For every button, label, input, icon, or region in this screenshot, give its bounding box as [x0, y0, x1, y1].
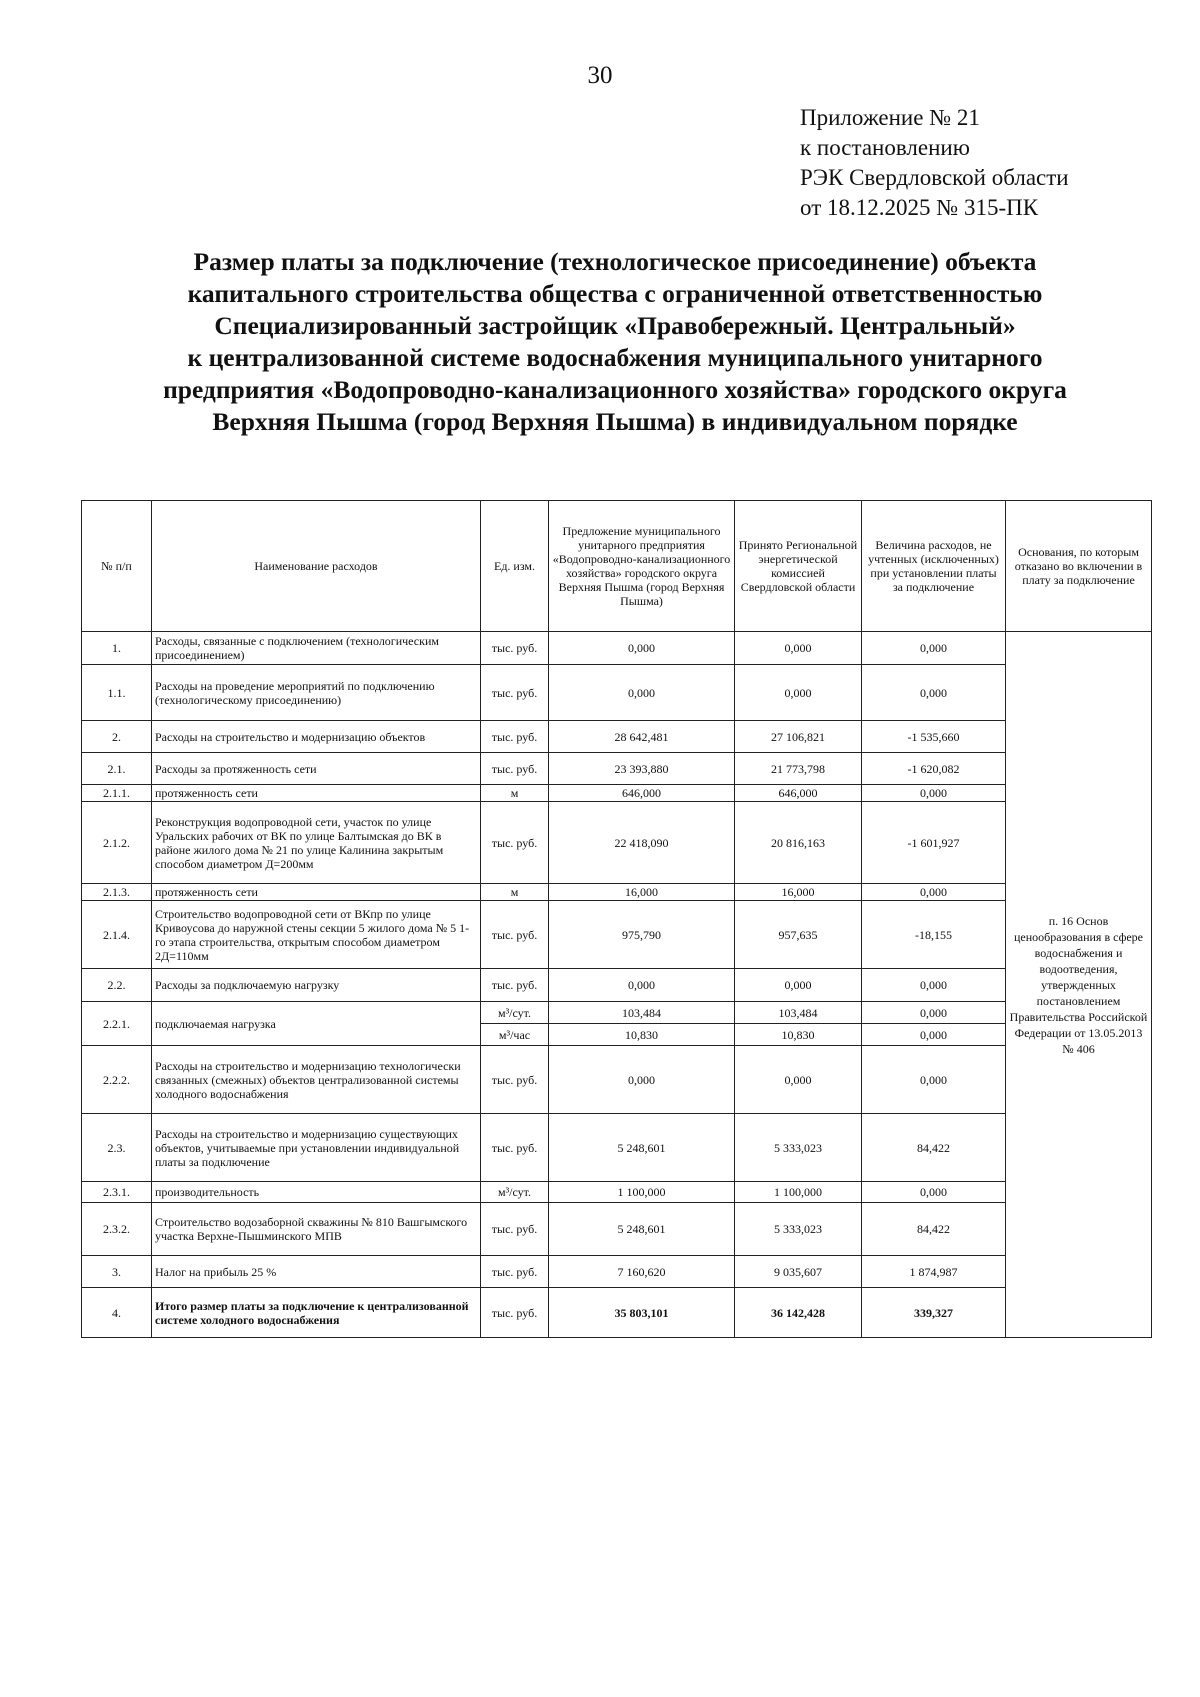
cell-num: 2.1.4.: [82, 901, 152, 969]
title-line: капитального строительства общества с ограниченной ответственностью: [187, 279, 1043, 308]
header-excluded: Величина расходов, не учтенных (исключенных) при установлении платы за подключение: [862, 501, 1006, 632]
cell-accepted: 957,635: [735, 901, 862, 969]
cell-excluded: -1 601,927: [862, 802, 1006, 884]
cell-accepted: 10,830: [735, 1024, 862, 1046]
cell-unit: м³/сут.: [481, 1002, 549, 1024]
cell-num: 2.1.3.: [82, 884, 152, 901]
appendix-block: [800, 103, 1069, 223]
cell-excluded: 0,000: [862, 1182, 1006, 1203]
title-line: предприятия «Водопроводно-канализационного хозяйства» городского округа: [163, 375, 1067, 404]
page-number: 30: [587, 62, 613, 89]
cell-num: 1.: [82, 632, 152, 665]
cell-unit: м: [481, 785, 549, 802]
cell-proposal: 28 642,481: [549, 721, 735, 753]
appendix-line: Приложение № 21: [800, 105, 980, 130]
cell-proposal: 5 248,601: [549, 1114, 735, 1182]
cell-name: производительность: [152, 1182, 481, 1203]
cell-accepted: 0,000: [735, 665, 862, 721]
cell-accepted: 1 100,000: [735, 1182, 862, 1203]
cell-unit: м³/сут.: [481, 1182, 549, 1203]
cell-accepted: 27 106,821: [735, 721, 862, 753]
cell-excluded: 84,422: [862, 1114, 1006, 1182]
table-row: [82, 969, 1152, 1002]
cell-num: 2.3.: [82, 1114, 152, 1182]
cell-unit: тыс. руб.: [481, 1114, 549, 1182]
table-row: [82, 884, 1152, 901]
cell-accepted: 36 142,428: [735, 1288, 862, 1338]
cell-unit: тыс. руб.: [481, 1256, 549, 1288]
cell-excluded: 84,422: [862, 1203, 1006, 1256]
appendix-line: от 18.12.2025 № 315-ПК: [800, 195, 1039, 220]
cell-accepted: 103,484: [735, 1002, 862, 1024]
cell-accepted: 21 773,798: [735, 753, 862, 785]
cell-excluded: 339,327: [862, 1288, 1006, 1338]
cell-proposal: 0,000: [549, 665, 735, 721]
cell-basis: п. 16 Основ ценообразования в сфере водоснабжения и водоотведения, утвержденных постановлением Правительства Российской Федерации от 13.05.2013 № 406: [1006, 632, 1152, 1338]
cell-name: протяженность сети: [152, 785, 481, 802]
cell-proposal: 103,484: [549, 1002, 735, 1024]
cell-unit: тыс. руб.: [481, 1288, 549, 1338]
cell-unit: тыс. руб.: [481, 1203, 549, 1256]
cell-excluded: -1 535,660: [862, 721, 1006, 753]
document-title: [95, 246, 1135, 438]
table-row: [82, 721, 1152, 753]
title-line: к централизованной системе водоснабжения муниципального унитарного: [187, 343, 1043, 372]
cell-num: 2.1.1.: [82, 785, 152, 802]
cell-excluded: 0,000: [862, 665, 1006, 721]
cell-num: 2.2.1.: [82, 1002, 152, 1046]
cell-proposal: 5 248,601: [549, 1203, 735, 1256]
cell-name: Строительство водозаборной скважины № 810 Вашгымского участка Верхне-Пышминского МПВ: [152, 1203, 481, 1256]
cell-proposal: 0,000: [549, 969, 735, 1002]
cell-name: Строительство водопроводной сети от ВКпр по улице Кривоусова до наружной стены секции 5 жилого дома № 5 1-го этапа строительства, открытым способом диаметром 2Д=110мм: [152, 901, 481, 969]
cell-excluded: -18,155: [862, 901, 1006, 969]
cell-excluded: 0,000: [862, 884, 1006, 901]
cell-proposal: 35 803,101: [549, 1288, 735, 1338]
cell-name: подключаемая нагрузка: [152, 1002, 481, 1046]
cell-proposal: 7 160,620: [549, 1256, 735, 1288]
cell-accepted: 0,000: [735, 969, 862, 1002]
title-line: Специализированный застройщик «Правобережный. Центральный»: [214, 311, 1016, 340]
cell-accepted: 0,000: [735, 632, 862, 665]
cell-unit: тыс. руб.: [481, 901, 549, 969]
cell-unit: тыс. руб.: [481, 1046, 549, 1114]
table-row: [82, 753, 1152, 785]
cell-name: Расходы на строительство и модернизацию объектов: [152, 721, 481, 753]
table-row: [82, 1046, 1152, 1114]
cell-excluded: 1 874,987: [862, 1256, 1006, 1288]
appendix-line: к постановлению: [800, 135, 970, 160]
table-row: [82, 901, 1152, 969]
cell-accepted: 5 333,023: [735, 1114, 862, 1182]
table-row: [82, 665, 1152, 721]
table-header-row: [82, 501, 1152, 632]
cell-name: Расходы, связанные с подключением (технологическим присоединением): [152, 632, 481, 665]
cell-excluded: 0,000: [862, 1002, 1006, 1024]
cell-accepted: 9 035,607: [735, 1256, 862, 1288]
cell-name: протяженность сети: [152, 884, 481, 901]
cell-excluded: 0,000: [862, 969, 1006, 1002]
table-row: [82, 1114, 1152, 1182]
header-basis: Основания, по которым отказано во включении в плату за подключение: [1006, 501, 1152, 632]
cell-name: Реконструкция водопроводной сети, участок по улице Уральских рабочих от ВК по улице Балтымская до ВК в районе жилого дома № 21 по улице Калинина закрытым способом диаметром Д=200мм: [152, 802, 481, 884]
title-line: Верхняя Пышма (город Верхняя Пышма) в индивидуальном порядке: [212, 407, 1018, 436]
cell-accepted: 646,000: [735, 785, 862, 802]
cell-accepted: 5 333,023: [735, 1203, 862, 1256]
cell-num: 4.: [82, 1288, 152, 1338]
cell-unit: тыс. руб.: [481, 753, 549, 785]
table-row: [82, 1002, 1152, 1024]
cell-excluded: 0,000: [862, 785, 1006, 802]
title-line: Размер платы за подключение (технологическое присоединение) объекта: [193, 247, 1037, 276]
cell-num: 2.: [82, 721, 152, 753]
table-row-total: [82, 1288, 1152, 1338]
cell-excluded: 0,000: [862, 1046, 1006, 1114]
cell-unit: тыс. руб.: [481, 969, 549, 1002]
cell-proposal: 16,000: [549, 884, 735, 901]
cell-accepted: 20 816,163: [735, 802, 862, 884]
cell-proposal: 646,000: [549, 785, 735, 802]
cell-unit: м: [481, 884, 549, 901]
cell-accepted: 16,000: [735, 884, 862, 901]
header-accepted: Принято Региональной энергетической комиссией Свердловской области: [735, 501, 862, 632]
cell-name: Налог на прибыль 25 %: [152, 1256, 481, 1288]
cell-unit: тыс. руб.: [481, 665, 549, 721]
cell-proposal: 10,830: [549, 1024, 735, 1046]
header-unit: Ед. изм.: [481, 501, 549, 632]
cell-excluded: 0,000: [862, 632, 1006, 665]
cell-name: Расходы на строительство и модернизацию технологически связанных (смежных) объектов централизованной системы холодного водоснабжения: [152, 1046, 481, 1114]
table-row: [82, 1182, 1152, 1203]
cell-name: Расходы на проведение мероприятий по подключению (технологическому присоединению): [152, 665, 481, 721]
cell-proposal: 975,790: [549, 901, 735, 969]
header-num: № п/п: [82, 501, 152, 632]
table-row: [82, 1256, 1152, 1288]
cell-excluded: -1 620,082: [862, 753, 1006, 785]
appendix-line: РЭК Свердловской области: [800, 165, 1069, 190]
cell-proposal: 1 100,000: [549, 1182, 735, 1203]
cell-num: 2.3.1.: [82, 1182, 152, 1203]
header-proposal: Предложение муниципального унитарного предприятия «Водопроводно-канализационного хозяйства» городского округа Верхняя Пышма (город Верхняя Пышма): [549, 501, 735, 632]
cell-name: Расходы на строительство и модернизацию существующих объектов, учитываемые при установлении индивидуальной платы за подключение: [152, 1114, 481, 1182]
cell-num: 2.1.2.: [82, 802, 152, 884]
cell-unit: тыс. руб.: [481, 721, 549, 753]
table-row: [82, 632, 1152, 665]
header-name: Наименование расходов: [152, 501, 481, 632]
cell-num: 2.3.2.: [82, 1203, 152, 1256]
cell-unit: тыс. руб.: [481, 802, 549, 884]
cell-proposal: 0,000: [549, 1046, 735, 1114]
table-row: [82, 1203, 1152, 1256]
cell-num: 2.1.: [82, 753, 152, 785]
cell-name: Расходы за подключаемую нагрузку: [152, 969, 481, 1002]
cell-num: 1.1.: [82, 665, 152, 721]
cell-name: Расходы за протяженность сети: [152, 753, 481, 785]
table-row: [82, 785, 1152, 802]
cell-num: 2.2.: [82, 969, 152, 1002]
table-row: [82, 802, 1152, 884]
cell-proposal: 23 393,880: [549, 753, 735, 785]
cell-unit: м³/час: [481, 1024, 549, 1046]
cell-name: Итого размер платы за подключение к централизованной системе холодного водоснабжения: [152, 1288, 481, 1338]
cell-unit: тыс. руб.: [481, 632, 549, 665]
costs-table: [81, 500, 1152, 1338]
cell-proposal: 0,000: [549, 632, 735, 665]
cell-excluded: 0,000: [862, 1024, 1006, 1046]
cell-num: 3.: [82, 1256, 152, 1288]
cell-accepted: 0,000: [735, 1046, 862, 1114]
cell-num: 2.2.2.: [82, 1046, 152, 1114]
cell-proposal: 22 418,090: [549, 802, 735, 884]
